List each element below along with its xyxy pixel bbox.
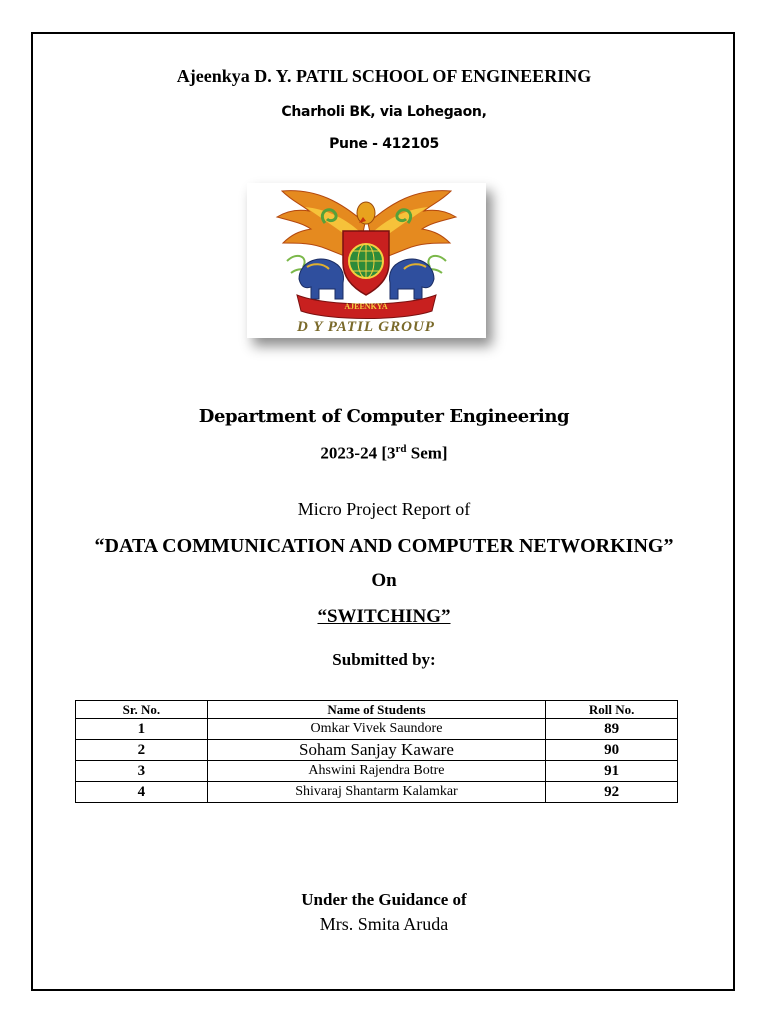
table-header-row — [76, 701, 678, 719]
cell-student-name: Ahswini Rajendra Botre — [207, 761, 545, 782]
academic-year: 2023-24 [3rd Sem] — [320, 443, 448, 463]
guide-name: Mrs. Smita Aruda — [319, 914, 449, 934]
college-name: Ajeenkya D. Y. PATIL SCHOOL OF ENGINEERING — [176, 66, 592, 86]
cell-roll-no: 91 — [546, 761, 678, 782]
logo-banner-text: AJEENKYA — [344, 302, 388, 311]
college-logo — [247, 183, 486, 338]
cell-roll-no: 89 — [546, 719, 678, 740]
subject-title: “DATA COMMUNICATION AND COMPUTER NETWORKING” — [94, 535, 674, 557]
cell-roll-no: 92 — [546, 782, 678, 803]
table-row — [76, 782, 678, 803]
cell-student-name: Omkar Vivek Saundore — [207, 719, 545, 740]
submitted-by-label: Submitted by: — [332, 650, 436, 669]
header-name: Name of Students — [207, 701, 545, 719]
on-label: On — [371, 570, 397, 591]
cell-sr-no: 3 — [76, 761, 208, 782]
report-type: Micro Project Report of — [297, 499, 471, 519]
cell-student-name: Soham Sanjay Kaware — [207, 740, 545, 761]
table-row — [76, 740, 678, 761]
cell-roll-no: 90 — [546, 740, 678, 761]
students-table — [75, 700, 678, 803]
cell-sr-no: 4 — [76, 782, 208, 803]
college-address-line2: Pune - 412105 — [329, 136, 439, 152]
header-sr-no: Sr. No. — [76, 701, 208, 719]
logo-group-text: D Y PATIL GROUP — [297, 319, 435, 335]
table-row — [76, 719, 678, 740]
guidance-label: Under the Guidance of — [301, 890, 467, 909]
project-topic: “SWITCHING” — [317, 606, 451, 627]
table-row — [76, 761, 678, 782]
cell-student-name: Shivaraj Shantarm Kalamkar — [207, 782, 545, 803]
department-name: Department of Computer Engineering — [198, 406, 570, 427]
cell-sr-no: 2 — [76, 740, 208, 761]
college-address-line1: Charholi BK, via Lohegaon, — [281, 104, 487, 120]
dy-patil-emblem-icon — [247, 183, 486, 338]
header-roll-no: Roll No. — [546, 701, 678, 719]
cell-sr-no: 1 — [76, 719, 208, 740]
